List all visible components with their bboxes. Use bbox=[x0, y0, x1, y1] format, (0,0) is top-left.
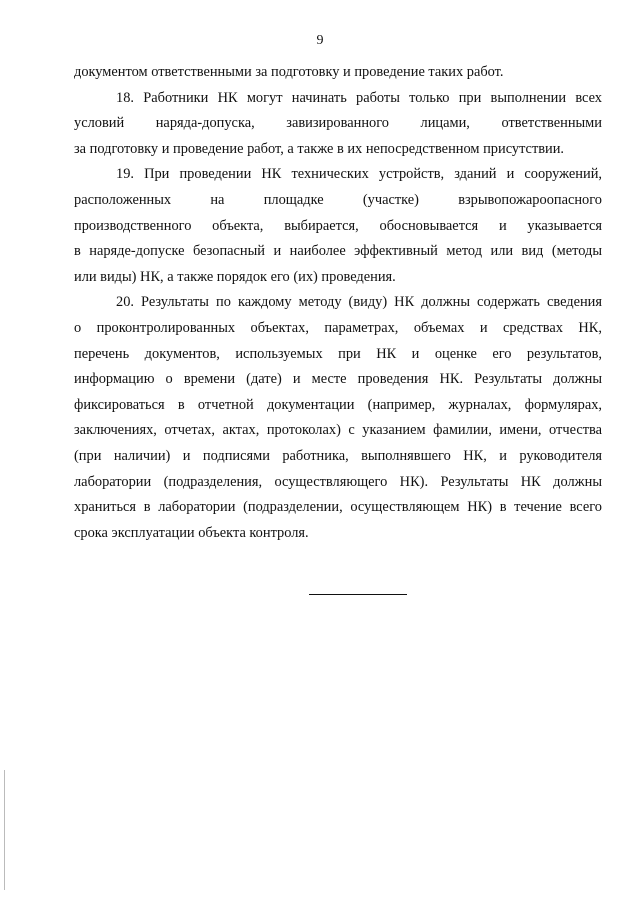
paragraph-20-line: храниться в лаборатории (подразделении, осуществляющем НК) в течение всего bbox=[74, 499, 602, 516]
paragraph-20-line: перечень документов, используемых при НК и оценке его результатов, bbox=[74, 345, 602, 362]
paragraph-20-line: о проконтролированных объектах, параметрах, объемах и средствах НК, bbox=[74, 319, 602, 336]
paragraph-18-line: условий наряда-допуска, завизированного лицами, ответственными bbox=[74, 115, 602, 132]
paragraph-19-line: или виды) НК, а также порядок его (их) проведения. bbox=[74, 268, 396, 285]
document-body bbox=[74, 60, 602, 546]
paragraph-20-line: фиксироваться в отчетной документации (например, журналах, формулярах, bbox=[74, 396, 602, 413]
page-number: 9 bbox=[316, 33, 324, 48]
paragraph-20-line: лаборатории (подразделения, осуществляющего НК). Результаты НК должны bbox=[74, 473, 602, 490]
paragraph-19-line: производственного объекта, выбирается, обосновывается и указывается bbox=[74, 217, 602, 234]
paragraph-20-line: заключениях, отчетах, актах, протоколах) с указанием фамилии, имени, отчества bbox=[74, 422, 602, 439]
paragraph-20-line: информацию о времени (дате) и месте проведения НК. Результаты должны bbox=[74, 371, 602, 388]
end-of-document-rule bbox=[309, 594, 407, 595]
paragraph-20-line: (при наличии) и подписями работника, выполнявшего НК, и руководителя bbox=[74, 447, 602, 464]
scan-edge-mark bbox=[4, 770, 5, 890]
paragraph-19-line: расположенных на площадке (участке) взрывопожароопасного bbox=[74, 191, 602, 208]
paragraph-19-line: 19. При проведении НК технических устройств, зданий и сооружений, bbox=[116, 166, 602, 183]
text-line: документом ответственными за подготовку и проведение таких работ. bbox=[74, 64, 504, 80]
paragraph-20-line: срока эксплуатации объекта контроля. bbox=[74, 524, 309, 541]
paragraph-18-line: 18. Работники НК могут начинать работы только при выполнении всех bbox=[116, 89, 602, 106]
paragraph-18-line: за подготовку и проведение работ, а также в их непосредственном присутствии. bbox=[74, 140, 565, 157]
paragraph-20-line: 20. Результаты по каждому методу (виду) НК должны содержать сведения bbox=[116, 294, 602, 311]
paragraph-19-line: в наряде-допуске безопасный и наиболее эффективный метод или вид (методы bbox=[74, 243, 602, 260]
